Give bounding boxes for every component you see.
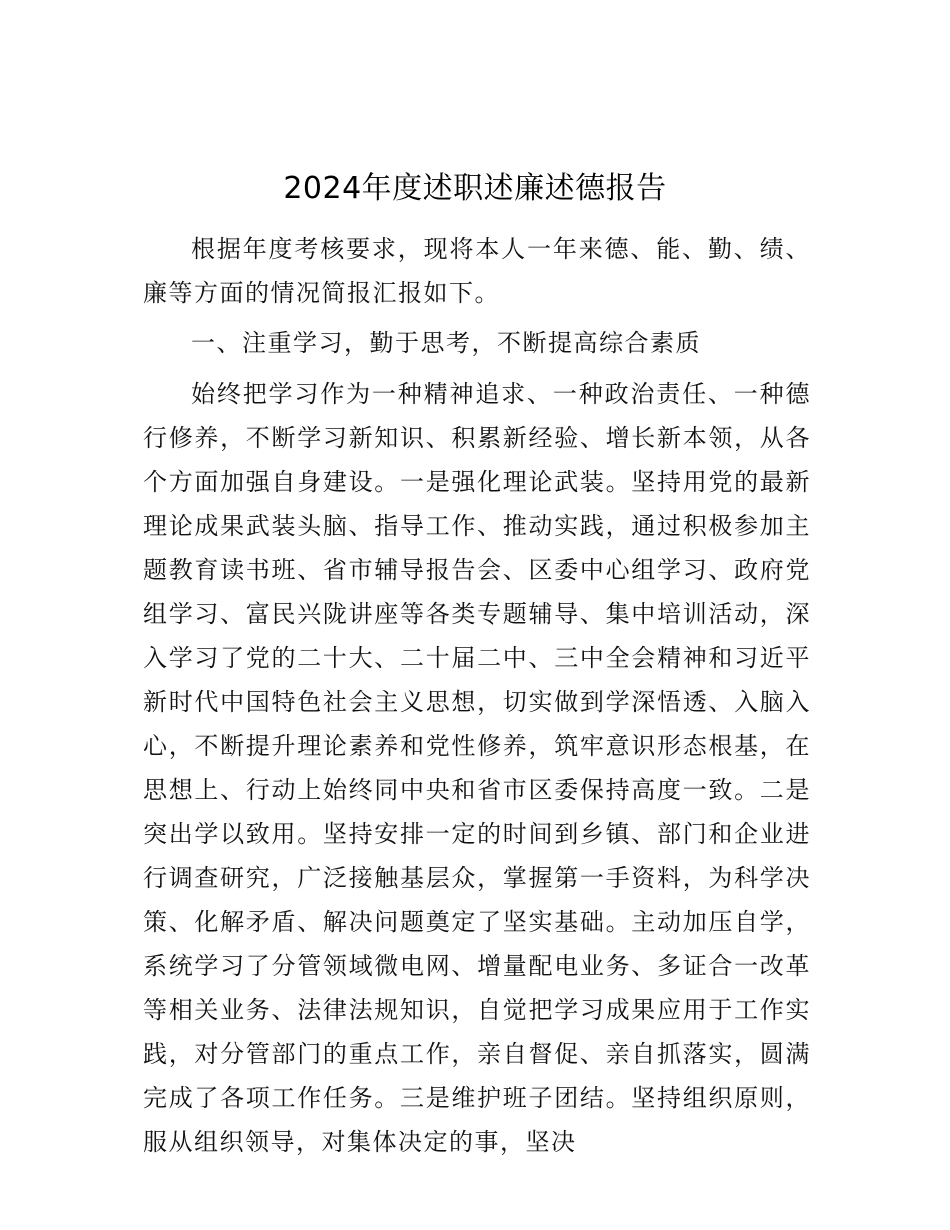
- document-title: 2024年度述职述廉述德报告: [283, 171, 667, 206]
- section-heading: 一、注重学习，勤于思考，不断提高综合素质: [191, 329, 701, 357]
- intro-paragraph: 根据年度考核要求，现将本人一年来德、能、勤、绩、廉等方面的情况简报汇报如下。: [143, 235, 811, 307]
- section-paragraph: 始终把学习作为一种精神追求、一种政治责任、一种德行修养，不断学习新知识、积累新经验、增长新本领，从各个方面加强自身建设。一是强化理论武装。坚持用党的最新理论成果武装头脑、指导工作、推动实践，通过积极参加主题教育读书班、省市辅导报告会、区委中心组学习、政府党组学习、富民兴陇讲座等各类专题辅导、集中培训活动，深入学习了党的二十大、二十届二中、三中全会精神和习近平新时代中国特色社会主义思想，切实做到学深悟透、入脑入心，不断提升理论素养和党性修养，筑牢意识形态根基，在思想上、行动上始终同中央和省市区委保持高度一致。二是突出学以致用。坚持安排一定的时间到乡镇、部门和企业进行调查研究，广泛接触基层众，掌握第一手资料，为科学决策、化解矛盾、解决问题奠定了坚实基础。主动加压自学，系统学习了分管领域微电网、增量配电业务、多证合一改革等相关业务、法律法规知识，自觉把学习成果应用于工作实践，对分管部门的重点工作，亲自督促、亲自抓落实，圆满完成了各项工作任务。三是维护班子团结。坚持组织原则，服从组织领导，对集体决定的事，坚决: [143, 380, 811, 1156]
